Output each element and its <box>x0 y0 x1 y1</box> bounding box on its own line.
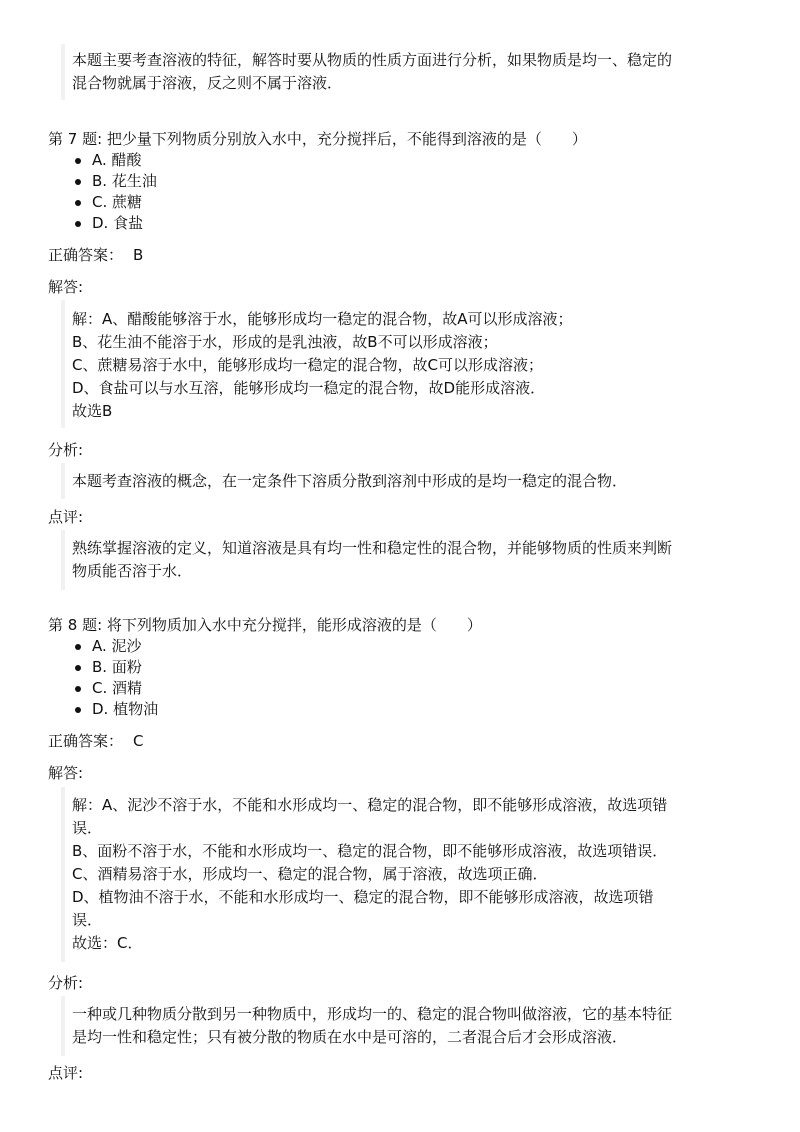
text-line: D、食盐可以与水互溶，能够形成均一稳定的混合物，故D能形成溶液． <box>72 379 546 397</box>
answer-label: 正确答案： <box>48 246 124 264</box>
q8-solution <box>72 794 732 955</box>
q8-options <box>58 636 158 720</box>
text-line: C、酒精易溶于水，形成均一、稳定的混合物，属于溶液，故选项正确． <box>72 865 548 883</box>
quote-bar <box>61 44 65 100</box>
text-line: 熟练掌握溶液的定义，知道溶液是具有均一性和稳定性的混合物，并能够物质的性质来判断 <box>72 539 673 557</box>
q8-option-c: C. 酒精 <box>58 678 158 699</box>
text-line: 解：A、泥沙不溶于水，不能和水形成均一、稳定的混合物，即不能够形成溶液，故选项错 <box>72 796 668 814</box>
q7-analysis <box>72 470 732 493</box>
q8-option-d: D. 植物油 <box>58 699 158 720</box>
q8-title: 第 8 题: 将下列物质加入水中充分搅拌，能形成溶液的是（ ） <box>48 616 482 634</box>
text-line: D、植物油不溶于水，不能和水形成均一、稳定的混合物，即不能够形成溶液，故选项错 <box>72 888 654 906</box>
q7-solution <box>72 308 732 423</box>
q7-option-a: A. 醋酸 <box>58 150 157 171</box>
q7-analysis-label: 分析: <box>48 441 84 459</box>
q7-solution-label: 解答: <box>48 278 84 296</box>
q7-answer-value: B <box>133 246 144 264</box>
intro-comment <box>72 49 732 95</box>
q7-comment <box>72 537 732 583</box>
q7-comment-label: 点评: <box>48 508 84 526</box>
answer-label: 正确答案： <box>48 732 124 750</box>
text-line: 物质能否溶于水． <box>72 562 193 580</box>
text-line: B、面粉不溶于水，不能和水形成均一、稳定的混合物，即不能够形成溶液，故选项错误． <box>72 842 668 860</box>
q8-analysis-label: 分析: <box>48 974 84 992</box>
text-line: 一种或几种物质分散到另一种物质中，形成均一的、稳定的混合物叫做溶液，它的基本特征 <box>72 1005 673 1023</box>
text-line: 误． <box>72 819 103 837</box>
q7-option-b: B. 花生油 <box>58 171 157 192</box>
q7-answer-row <box>48 244 143 266</box>
text-line: 本题考查溶液的概念，在一定条件下溶质分散到溶剂中形成的是均一稳定的混合物． <box>72 472 628 490</box>
text-line: 故选B <box>72 402 113 420</box>
q8-answer-row <box>48 730 144 752</box>
quote-bar <box>61 463 65 499</box>
quote-bar <box>61 300 65 428</box>
q8-option-b: B. 面粉 <box>58 657 158 678</box>
text-line: 是均一性和稳定性；只有被分散的物质在水中是可溶的，二者混合后才会形成溶液． <box>72 1028 628 1046</box>
text-line: 混合物就属于溶液，反之则不属于溶液． <box>72 74 343 92</box>
text-line: C、蔗糖易溶于水中，能够形成均一稳定的混合物，故C可以形成溶液； <box>72 356 543 374</box>
text-line: 解：A、醋酸能够溶于水，能够形成均一稳定的混合物，故A可以形成溶液； <box>72 310 573 328</box>
q8-option-a: A. 泥沙 <box>58 636 158 657</box>
text-line: B、花生油不能溶于水，形成的是乳浊液，故B不可以形成溶液； <box>72 333 498 351</box>
text-line: 本题主要考查溶液的特征，解答时要从物质的性质方面进行分析，如果物质是均一、稳定的 <box>72 51 673 69</box>
quote-bar <box>61 996 65 1056</box>
q7-option-d: D. 食盐 <box>58 213 157 234</box>
quote-bar <box>61 530 65 590</box>
q8-answer-value: C <box>133 732 144 750</box>
text-line: 故选：C． <box>72 934 143 952</box>
q7-option-c: C. 蔗糖 <box>58 192 157 213</box>
q8-comment-label: 点评: <box>48 1064 84 1082</box>
q8-solution-label: 解答: <box>48 764 84 782</box>
q7-title: 第 7 题: 把少量下列物质分别放入水中，充分搅拌后，不能得到溶液的是（ ） <box>48 130 587 148</box>
q7-options <box>58 150 157 234</box>
text-line: 误． <box>72 911 103 929</box>
q8-analysis <box>72 1003 732 1049</box>
quote-bar <box>61 787 65 962</box>
